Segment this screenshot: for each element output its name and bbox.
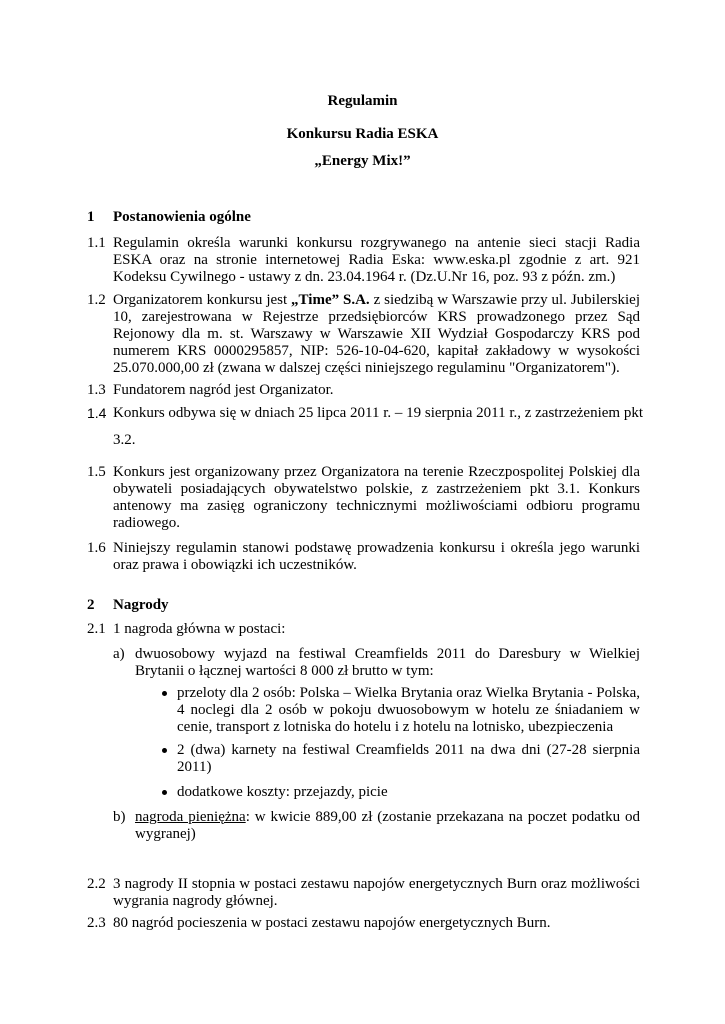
- organizer-name: „Time” S.A.: [291, 292, 370, 308]
- item-2-1-a-text: dwuosobowy wyjazd na festiwal Creamfields 2011 do Daresbury w Wielkiej Brytanii o łącznej wartości 8 000 zł brutto w tym:: [135, 646, 640, 679]
- section2-heading: Nagrody: [113, 597, 169, 613]
- item-2-1-number: 2.1: [87, 621, 106, 637]
- item-1-3-text: Fundatorem nagród jest Organizator.: [113, 382, 334, 398]
- item-1-1-number: 1.1: [87, 235, 106, 251]
- item-2-1-a-label: a): [113, 646, 125, 662]
- item-1-3-number: 1.3: [87, 382, 106, 398]
- bullet-icon: [162, 691, 167, 696]
- item-1-5-text: Konkurs jest organizowany przez Organizatora na terenie Rzeczpospolitej Polskiej dla obywateli posiadających obywatelstwo polskie, z zastrzeżeniem pkt 3.1. Konkurs antenowy ma zasięg ograniczony technicznymi możliwościami odbioru programu radiowego.: [113, 464, 640, 531]
- item-1-2-number: 1.2: [87, 292, 106, 308]
- bullet-item-1: przeloty dla 2 osób: Polska – Wielka Brytania oraz Wielka Brytania - Polska, 4 noclegi dla 2 osób w pokoju dwuosobowym w hotelu ze śniadaniem w cenie, transport z lotniska do hotelu i z hotelu na lotnisko, ubezpieczenia: [177, 685, 640, 735]
- item-1-6-number: 1.6: [87, 540, 106, 556]
- bullet-item-3: dodatkowe koszty: przejazdy, picie: [177, 784, 388, 800]
- bullet-icon: [162, 790, 167, 795]
- item-2-1-b-text: nagroda pieniężna: w kwicie 889,00 zł (zostanie przekazana na poczet podatku od wygranej): [135, 809, 640, 842]
- bullet-icon: [162, 748, 167, 753]
- item-1-6-text: Niniejszy regulamin stanowi podstawę prowadzenia konkursu i określa jego warunki oraz prawa i obowiązki ich uczestników.: [113, 540, 640, 573]
- item-1-4-text-line1: Konkurs odbywa się w dniach 25 lipca 2011 r. – 19 sierpnia 2011 r., z zastrzeżeniem pkt: [113, 405, 644, 421]
- cash-prize-label: nagroda pieniężna: [135, 809, 246, 825]
- item-1-4-text-line2: 3.2.: [113, 432, 136, 448]
- item-1-5-number: 1.5: [87, 464, 106, 480]
- item-1-1-text: Regulamin określa warunki konkursu rozgrywanego na antenie sieci stacji Radia ESKA oraz na stronie internetowej Radia Eska: www.eska.pl zgodnie z art. 921 Kodeksu Cywilnego - ustawy z dn. 23.04.1964 r. (Dz.U.Nr 16, poz. 93 z późn. zm.): [113, 235, 640, 285]
- item-2-3-text: 80 nagród pocieszenia w postaci zestawu napojów energetycznych Burn.: [113, 915, 551, 931]
- item-2-2-text: 3 nagrody II stopnia w postaci zestawu napojów energetycznych Burn oraz możliwości wygrania nagrody głównej.: [113, 876, 640, 909]
- item-1-2-text: Organizatorem konkursu jest „Time” S.A. z siedzibą w Warszawie przy ul. Jubilerskiej 10, zarejestrowana w Rejestrze przedsiębiorców KRS prowadzonego przez Sąd Rejonowy dla m. st. Warszawy w Warszawie XII Wydział Gospodarczy KRS pod numerem KRS 0000295857, NIP: 526-10-04-620, kapitał zakładowy w wysokości 25.070.000,00 zł (zwana w dalszej części niniejszego regulaminu "Organizatorem").: [113, 292, 640, 376]
- contest-name: „Energy Mix!”: [314, 153, 411, 169]
- section1-heading: Postanowienia ogólne: [113, 209, 251, 225]
- item-2-1-text: 1 nagroda główna w postaci:: [113, 621, 286, 637]
- item-1-4-number: 1.4: [87, 405, 107, 421]
- document-subtitle: Konkursu Radia ESKA: [286, 126, 439, 142]
- item-2-1-b-label: b): [113, 809, 126, 825]
- section2-number: 2: [87, 597, 95, 613]
- item-2-3-number: 2.3: [87, 915, 106, 931]
- document-title: Regulamin: [327, 93, 398, 109]
- bullet-item-2: 2 (dwa) karnety na festiwal Creamfields 2011 na dwa dni (27-28 sierpnia 2011): [177, 742, 640, 775]
- section1-number: 1: [87, 209, 95, 225]
- item-2-2-number: 2.2: [87, 876, 106, 892]
